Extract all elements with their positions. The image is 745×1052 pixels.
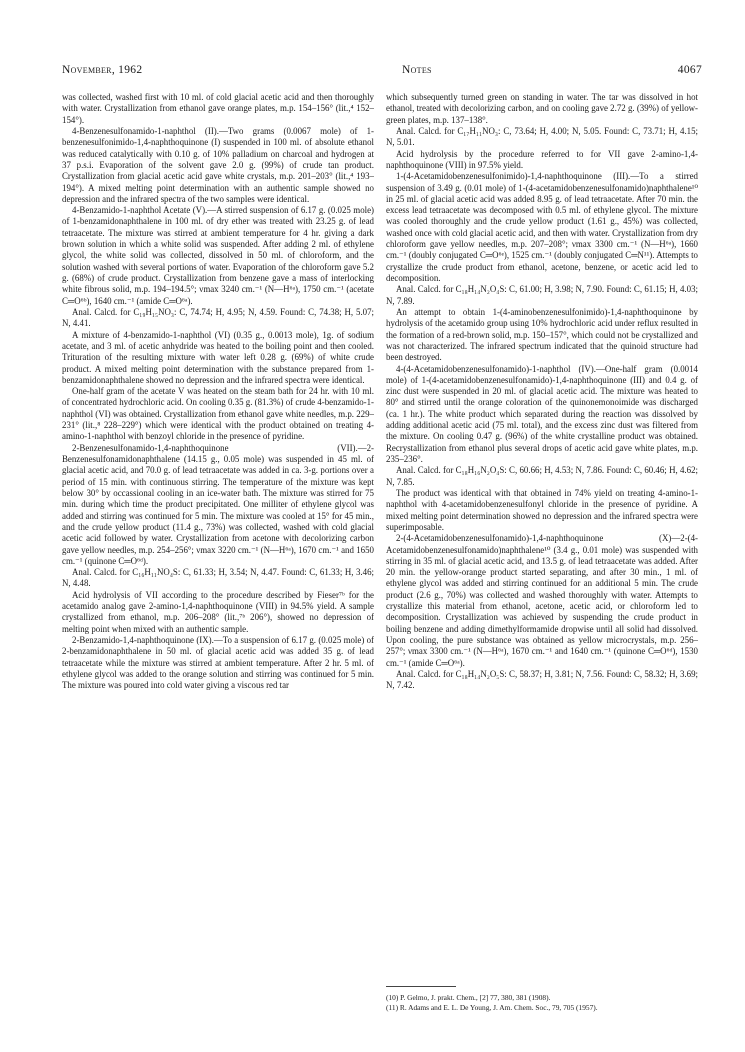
paragraph: One-half gram of the acetate V was heated on the steam bath for 24 hr. with 10 ml. of concentrated hydrochloric acid. On cooling 0.35 g. (81.3%) of crude 4-benzamido-1-naphthol (VI) was obtained. Crystallization from ethanol gave white needles, m.p. 229–231° (lit.,⁸ 228–229°) which were identical with the product obtained on treating 4-amino-1-naphthol with benzoyl chloride in the presence of pyridine. (62, 386, 374, 442)
paragraph: Anal. Calcd. for C₁₈H₁₆N₂O₄S: C, 60.66; H, 4.53; N, 7.86. Found: C, 60.46; H, 4.62; N, 7.85. (386, 465, 698, 487)
paragraph: which subsequently turned green on standing in water. The tar was dissolved in hot ethanol, treated with decolorizing carbon, and on cooling gave 2.72 g. (39%) of yellow-green plates, m.p. 137–138°. (386, 92, 698, 125)
paragraph: 4-Benzamido-1-naphthol Acetate (V).—A stirred suspension of 6.17 g. (0.025 mole) of 1-benzamidonaphthalene in 100 ml. of dry ether was treated with 23.25 g. of lead tetraacetate. The mixture was stirred at ambient temperature for 4 hr. giving a dark brown solution in which a white solid was suspended. After adding 2 ml. of ethylene glycol, the white solid was collected, dissolved in 50 ml. of chloroform, and the solution washed with several portions of water. Evaporation of the chloroform gave 5.2 g. (68%) of crude product. Crystallization from benzene gave a mass of interlocking white fibrous solid, m.p. 194–194.5°; νmax 3240 cm.⁻¹ (N—H⁶ᵃ), 1750 cm.⁻¹ (acetate C═O⁶ᵇ), 1640 cm.⁻¹ (amide C═O⁶ᵃ). (62, 205, 374, 306)
footnotes (386, 993, 698, 1012)
footnote: (11) R. Adams and E. L. De Young, J. Am. Chem. Soc., 79, 705 (1957). (386, 1002, 598, 1012)
footnote-divider (386, 986, 456, 987)
paragraph: A mixture of 4-benzamido-1-naphthol (VI) (0.35 g., 0.0013 mole), 1g. of sodium acetate, and 3 ml. of acetic anhydride was heated to the boiling point and then cooled. Trituration of the resulting mixture with water left 0.28 g. (69%) of white crude product. A mixed melting point determination with the substance prepared from 1-benzamidonaphthalene showed no depression and the infrared spectra were identical. (62, 329, 374, 385)
page-number: 4067 (677, 64, 702, 76)
paragraph: Anal. Calcd. for C₁₆H₁₁NO₄S: C, 61.33; H, 3.54; N, 4.47. Found: C, 61.33; H, 3.46; N, 4.48. (62, 567, 374, 589)
paragraph: Anal. Calcd. for C₁₇H₁₁NO₃: C, 73.64; H, 4.00; N, 5.05. Found: C, 73.71; H, 4.15; N, 5.01. (386, 125, 698, 148)
paragraph: Anal. Calcd. for C₁₉H₁₅NO₃: C, 74.74; H, 4.95; N, 4.59. Found: C, 74.38; H, 5.07; N, 4.41. (62, 306, 374, 329)
running-header (62, 64, 702, 80)
paragraph: 1-(4-Acetamidobenzenesulfonimido)-1,4-naphthoquinone (III).—To a stirred suspension of 3.49 g. (0.01 mole) of 1-(4-acetamidobenzenesulfonamido)naphthalene¹⁰ in 25 ml. of glacial acetic acid was added 8.95 g. of lead tetraacetate. After 70 min. the excess lead tetraacetate was decomposed with 0.5 ml. of ethylene glycol. The mixture was cooled thoroughly and the crude yellow product (1.61 g., 45%) was collected, washed once with cold glacial acetic acid, and then with water. Crystallization from dry chloroform gave yellow needles, m.p. 207–208°; νmax 3300 cm.⁻¹ (N—H⁶ᵃ), 1660 cm.⁻¹ (doubly conjugated C═O⁶ᵉ), 1525 cm.⁻¹ (doubly conjugated C═N¹¹). Attempts to crystallize the crude product from ethanol, acetone, benzene, or acetic acid led to decomposition. (386, 171, 698, 283)
paragraph: was collected, washed first with 10 ml. of cold glacial acetic acid and then thoroughly with water. Crystallization from ethanol gave orange plates, m.p. 154–156° (lit.,⁴ 152–154°). (62, 92, 374, 125)
paragraph: 4-(4-Acetamidobenzenesulfonamido)-1-naphthol (IV).—One-half gram (0.0014 mole) of 1-(4-acetamidobenzenesulfonamido)-1,4-naphthoquinone (III) and 0.4 g. of zinc dust were suspended in 20 ml. of glacial acetic acid. The mixture was heated to 80° and stirred until the orange coloration of the quinonemonoimide was discharged (ca. 1 hr.). The white product which separated during the reaction was dissolved by adding additional acetic acid (75 ml. total), and the excess zinc dust was filtered from the mixture. On cooling 0.47 g. (96%) of the white crystalline product was obtained. Recrystallization from ethanol plus several drops of acetic acid gave white plates, m.p. 235–236°. (386, 363, 698, 464)
paragraph: An attempt to obtain 1-(4-aminobenzenesulfonimido)-1,4-naphthoquinone by hydrolysis of the acetamido group using 10% hydrochloric acid under reflux resulted in the formation of a red-brown solid, m.p. 150–157°, which could not be crystallized and was not characterized. The infrared spectrum indicated that the quinoid structure had been destroyed. (386, 306, 698, 363)
paragraph: 2-Benzamido-1,4-naphthoquinone (IX).—To a suspension of 6.17 g. (0.025 mole) of 2-benzamidonaphthalene in 50 ml. of glacial acetic acid was added 35 g. of lead tetraacetate while the mixture was stirred at ambient temperature. After 2 hr. 5 ml. of ethylene glycol was added to the orange solution and stirring was continued for 5 min. The mixture was poured into cold water giving a viscous red tar (62, 635, 374, 691)
paragraph: The product was identical with that obtained in 74% yield on treating 4-amino-1-naphthol with 4-acetamidobenzenesulfonyl chloride in the presence of pyridine. A mixed melting point determination showed no depression and the infrared spectra were superimposable. (386, 487, 698, 532)
right-column (386, 92, 698, 692)
header-section: Notes (402, 64, 432, 76)
paragraph: Acid hydrolysis by the procedure referred to for VII gave 2-amino-1,4-naphthoquinone (VIII) in 97.5% yield. (386, 148, 698, 170)
paragraph: 2-Benzenesulfonamido-1,4-naphthoquinone (VII).—2-Benzenesulfonamidonaphthalene (14.15 g., 0.05 mole) was suspended in 45 ml. of glacial acetic acid, and 70.0 g. of lead tetraacetate was added in ca. 3-g. portions over a period of 15 min. with continuous stirring. The temperature of the mixture was kept below 30° by occassional cooling in an ice-water bath. The mixture was stirred for 75 min. during which time the product precipitated. One milliter of ethylene glycol was added and stirring was continued for 5 min. The mixture was cooled at 15° for 45 min., and the crude yellow product (11.4 g., 73%) was collected, washed with cold glacial acetic acid followed by water. Crystallization from acetone with decolorizing carbon gave yellow needles, m.p. 254–256°; νmax 3220 cm.⁻¹ (N—H⁶ᵃ), 1670 cm.⁻¹ and 1650 cm.⁻¹ (quinone C═O⁶ᵈ). (62, 442, 374, 566)
paragraph: 2-(4-Acetamidobenzenesulfonamido)-1,4-naphthoquinone (X)—2-(4-Acetamidobenzenesulfonamido)naphthalene¹⁰ (3.4 g., 0.01 mole) was suspended with stirring in 35 ml. of glacial acetic acid, and 13.5 g. of lead tetraacetate was added. After 20 min. the yellow-orange product started separating, and after 30 min., 1 ml. of ethylene glycol was added and stirring continued for an additional 5 min. The crude product (2.6 g., 70%) was collected and washed thoroughly with water. Attempts to crystallize this material from ethanol, acetone, acetic acid, or chloroform led to decomposition. Crystallization was achieved by suspending the crude product in boiling benzene and adding dimethylformamide dropwise until all solid had dissolved. Upon cooling, the pure substance was obtained as yellow microcrystals, m.p. 256–257°; νmax 3300 cm.⁻¹ (N—H⁶ᵃ), 1670 cm.⁻¹ and 1640 cm.⁻¹ (quinone C═O⁶ᵈ), 1530 cm.⁻¹ (amide C═O⁶ᵃ). (386, 533, 698, 668)
footnote: (10) P. Gelmo, J. prakt. Chem., [2] 77, 380, 381 (1908). (386, 993, 551, 1002)
paragraph: 4-Benzenesulfonamido-1-naphthol (II).—Two grams (0.0067 mole) of 1-benzenesulfonimido-1,4-naphthoquinone (I) suspended in 100 ml. of absolute ethanol was reduced catalytically with 0.10 g. of 10% palladium on charcoal and hydrogen at 37 p.s.i. Evaporation of the solvent gave 2.0 g. (99%) of crude tan product. Crystallization from glacial acetic acid gave white crystals, m.p. 201–203° (lit.,⁴ 193–194°). A mixed melting point determination with an authentic sample showed no depression and the infrared spectra of the two samples were identical. (62, 125, 374, 204)
header-date: November, 1962 (62, 64, 143, 76)
paragraph: Acid hydrolysis of VII according to the procedure described by Fieser⁷ᵇ for the acetamido analog gave 2-amino-1,4-naphthoquinone (VIII) in 94.5% yield. A sample crystallized from ethanol, m.p. 206–208° (lit.,⁷ᵇ 206°), showed no depression of melting point when mixed with an authentic sample. (62, 589, 374, 634)
paragraph: Anal. Calcd. for C₁₈H₁₄N₂O₄S: C, 61.00; H, 3.98; N, 7.90. Found: C, 61.15; H, 4.03; N, 7.89. (386, 284, 698, 306)
paragraph: Anal. Calcd. for C₁₈H₁₄N₂O₅S: C, 58.37; H, 3.81; N, 7.56. Found: C, 58.32; H, 3.69; N, 7.42. (386, 668, 698, 691)
left-column (62, 92, 374, 692)
